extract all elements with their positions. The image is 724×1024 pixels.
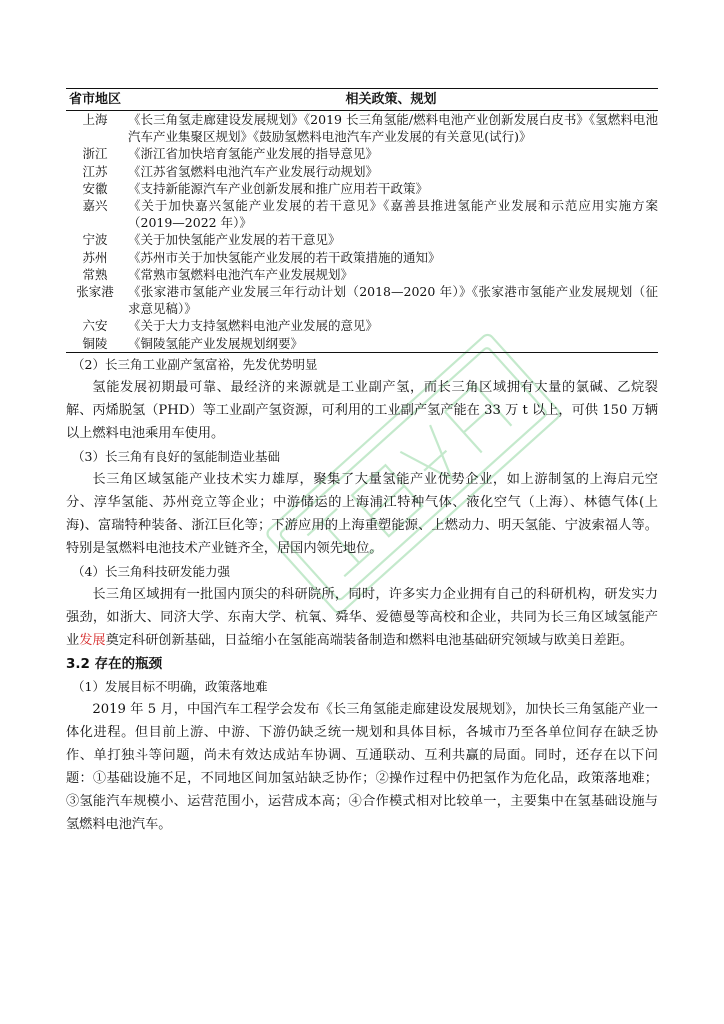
highlighted-text: 发展 xyxy=(79,632,106,648)
region-cell: 张家港 xyxy=(76,284,114,300)
policy-cell: 《铜陵氢能产业发展规划纲要》 xyxy=(124,335,658,353)
table-header-row xyxy=(66,89,658,111)
table-row xyxy=(66,335,658,353)
policy-cell: 《江苏省氢燃料电池汽车产业发展行动规划》 xyxy=(128,163,379,179)
subheading-byproduct-hydrogen: （2）长三角工业副产氢富裕，先发优势明显 xyxy=(72,356,318,372)
paragraph-byproduct-hydrogen: 氢能发展初期最可靠、最经济的来源就是工业副产氢，而长三角区域拥有大量的氯碱、乙烷裂解、丙烯脱氢（PHD）等工业副产氢资源，可利用的工业副产氢产能在 33 万 t 以上，可供 150 万辆以上燃料电池乘用车使用。 xyxy=(66,379,658,441)
subheading-unclear-goals: （1）发展目标不明确，政策落地难 xyxy=(72,678,268,694)
policy-cell: 《长三角氢走廊建设发展规划》《2019 长三角氢能/燃料电池产业创新发展白皮书》《氢燃料电池汽车产业集聚区规划》《鼓励氢燃料电池汽车产业发展的有关意见(试行)》 xyxy=(128,112,658,145)
policy-cell: 《浙江省加快培育氢能产业发展的指导意见》 xyxy=(128,146,379,162)
paragraph-manufacturing-base: 长三角区域氢能产业技术实力雄厚，聚集了大量氢能产业优势企业，如上游制氢的上海启元空分、淳华氢能、苏州竞立等企业；中游储运的上海浦江特种气体、液化空气（上海）、林德气体(上海)、富瑞特种装备、浙江巨化等；下游应用的上海重塑能源、上燃动力、明天氢能、宁波索福人等。特别是氢燃料电池技术产业链齐全，居国内领先地位。 xyxy=(66,471,658,556)
region-cell: 苏州 xyxy=(82,249,108,265)
region-cell: 六安 xyxy=(82,318,108,334)
region-cell: 宁波 xyxy=(82,232,108,248)
policy-cell: 《常熟市氢燃料电池汽车产业发展规划》 xyxy=(128,266,354,282)
table-row xyxy=(66,180,658,197)
policy-cell: 《苏州市关于加快氢能产业发展的若干政策措施的通知》 xyxy=(128,249,441,265)
section-heading-bottlenecks: 3.2 存在的瓶颈 xyxy=(66,655,163,672)
region-cell: 常熟 xyxy=(82,266,108,282)
table-row xyxy=(66,249,658,266)
region-cell: 浙江 xyxy=(82,146,108,162)
table-row xyxy=(66,163,658,180)
region-cell: 嘉兴 xyxy=(82,198,108,214)
policy-table-body xyxy=(66,111,658,353)
table-row xyxy=(66,283,658,317)
column-header-policy: 相关政策、规划 xyxy=(124,89,658,111)
column-header-region: 省市地区 xyxy=(66,89,124,111)
policy-cell: 《支持新能源汽车产业创新发展和推广应用若干政策》 xyxy=(128,180,429,196)
text-segment: 长三角区域拥有一批国内顶尖的科研院所，同时，许多实力企业拥有自己的科研机构，研发实力强劲，如浙大、同济大学、东南大学、杭氧、舜华、爱德曼等高校和企业，共同为长三角区域氢能产业 xyxy=(66,586,658,648)
text-segment: 奠定科研创新基础，日益缩小在氢能高端装备制造和燃料电池基础研究领域与欧美日差距。 xyxy=(105,632,634,648)
region-cell: 安徽 xyxy=(82,180,108,196)
table-row xyxy=(66,231,658,248)
table-row xyxy=(66,266,658,283)
policy-table xyxy=(66,88,658,353)
policy-cell: 《张家港市氢能产业发展三年行动计划（2018—2020 年）》《张家港市氢能产业发展规划（征求意见稿）》 xyxy=(128,284,658,317)
table-row xyxy=(66,197,658,231)
policy-cell: 《关于加快氢能产业发展的若干意见》 xyxy=(128,232,341,248)
region-cell: 铜陵 xyxy=(66,335,124,353)
document-page xyxy=(66,88,658,836)
region-cell: 上海 xyxy=(82,112,108,127)
paragraph-research-capability xyxy=(66,583,658,652)
table-row xyxy=(66,111,658,146)
policy-cell: 《关于加快嘉兴氢能产业发展的若干意见》《嘉善县推进氢能产业发展和示范应用实施方案（2019—2022 年）》 xyxy=(128,198,658,231)
policy-cell: 《关于大力支持氢燃料电池产业发展的意见》 xyxy=(128,318,379,334)
table-row xyxy=(66,317,658,334)
subheading-manufacturing-base: （3）长三角有良好的氢能制造业基础 xyxy=(72,448,280,464)
region-cell: 江苏 xyxy=(82,163,108,179)
paragraph-unclear-goals: 2019 年 5 月，中国汽车工程学会发布《长三角氢能走廊建设发展规划》，加快长三角氢能产业一体化进程。但目前上游、中游、下游仍缺乏统一规划和具体目标，各城市乃至各单位间存在缺乏协作、单打独斗等问题，尚未有效达成站车协调、互通联动、互利共赢的局面。同时，还存在以下问题：①基础设施不足，不同地区间加氢站缺乏协作；②操作过程中仍把氢作为危化品，政策落地难；③氢能汽车规模小、运营范围小，运营成本高；④合作模式相对比较单一，主要集中在氢基础设施与氢燃料电池汽车。 xyxy=(66,701,658,832)
table-row xyxy=(66,145,658,162)
subheading-research-capability: （4）长三角科技研发能力强 xyxy=(72,563,230,579)
